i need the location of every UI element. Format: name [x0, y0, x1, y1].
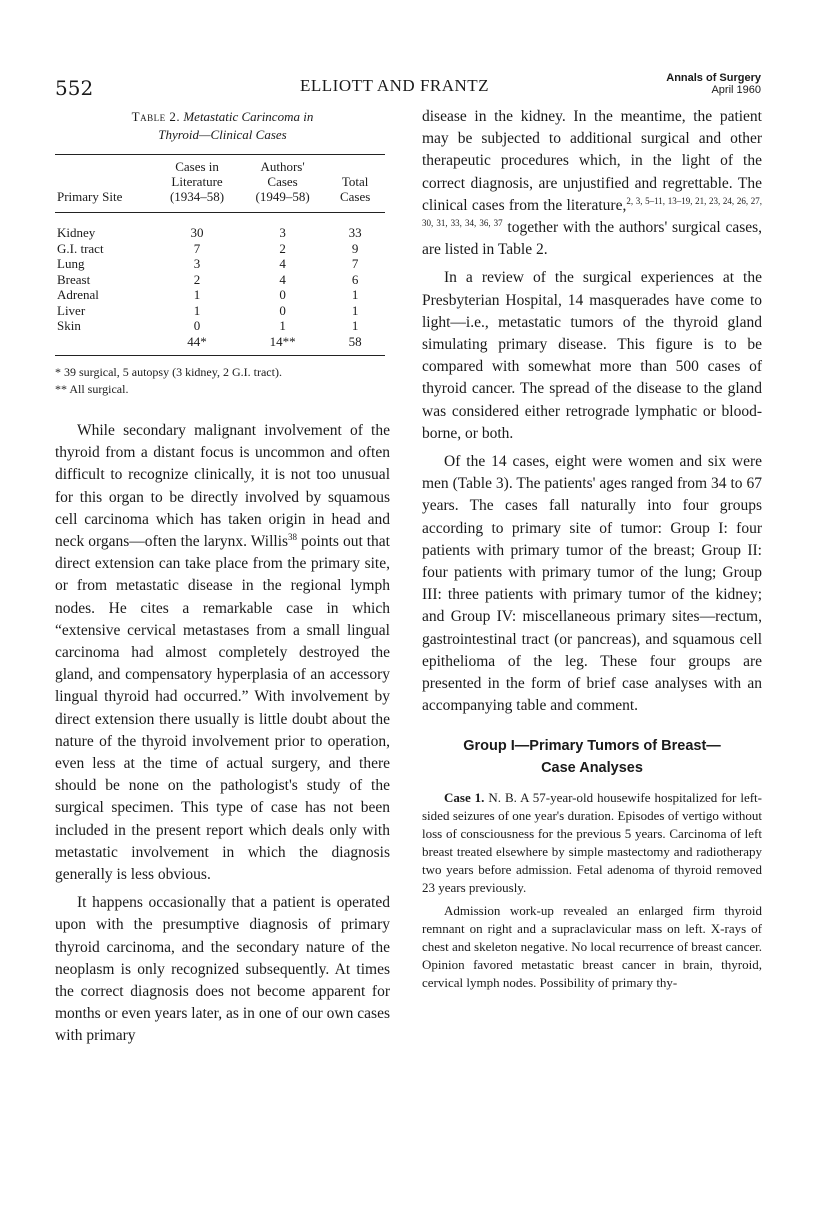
page-number: 552 [55, 76, 94, 100]
reference-marker: 38 [288, 531, 298, 542]
table-label: Table 2. [131, 109, 181, 124]
table-footnote-2: ** All surgical. [55, 382, 129, 396]
journal-info [666, 72, 761, 96]
case-1-paragraph-2: Admission work-up revealed an enlarged firm thyroid remnant on right and a supraclavicular mass on left. X-rays of chest and skeleton negative. No local recurrence of breast cancer. Opinion favored metastatic breast cancer in brain, thyroid, cervical lymph nodes. Possibility of primary thy- [422, 903, 762, 991]
left-column [55, 106, 390, 1048]
table-totals-row: 44* 14** 58 [187, 333, 362, 349]
running-head: ELLIOTT AND FRANTZ [300, 76, 490, 95]
metastatic-carcinoma-table [55, 154, 385, 358]
journal-date: April 1960 [711, 84, 761, 96]
table-title-line1: Metastatic Carincoma in [183, 109, 314, 124]
right-column [422, 106, 762, 992]
table-row: G.I. tract 7 2 9 [57, 240, 359, 256]
table-row: Adrenal 1 0 1 [57, 287, 359, 302]
table-row: Kidney 30 3 33 [57, 225, 362, 240]
table-row: Breast 2 4 6 [57, 271, 359, 287]
table-caption [55, 108, 390, 144]
left-paragraph-2: It happens occasionally that a patient is operated upon with the presumptive diagnosis of primary thyroid carcinoma, and the secondary nature of the neoplasm is only recognized subsequently. At times the correct diagnosis does not become apparent for months or even years later, as in one of our own cases with primary [55, 894, 390, 1045]
right-paragraph-1: disease in the kidney. In the meantime, the patient may be subjected to additional surgical and other therapeutic procedures which, in the light of the correct diagnosis, are unjustified and regrettable. The clinical cases from the literature,$^{2, 3, 5-11, 13-19, 21, 23, 24, 26, 27, 30, 31, 33, 34, 36, 37}$ together with the authors' surgical cases, are listed in Table 2. [422, 108, 763, 259]
table-row: Liver 1 0 1 [57, 302, 359, 318]
col-primary-site: Primary Site [57, 189, 123, 204]
table-row: Skin 0 1 1 [57, 318, 359, 333]
col-literature: Cases in Literature (1934–58) [169, 159, 225, 204]
col-total: Total Cases [339, 174, 371, 204]
table-row: Lung 3 4 7 [57, 256, 359, 271]
col-authors: Authors' Cases (1949–58) [255, 159, 310, 204]
reference-markers: 2, 3, 5–11, 13–19, 21, 23, 24, 26, 27, 30, 31, 33, 34, 36, 37 [422, 195, 762, 228]
right-paragraph-2: In a review of the surgical experiences at the Presbyterian Hospital, 14 masquerades have come to light—i.e., metastatic tumors of the thyroid gland simulating primary disease. This figure is to be compared with somewhat more than 500 cases of thyroid cancer. The spread of the disease to the gland was considered either retrograde lymphatic or blood-borne, or both. [422, 269, 762, 442]
table-footnote-1: * 39 surgical, 5 autopsy (3 kidney, 2 G.I. tract). [55, 365, 282, 379]
right-paragraph-3: Of the 14 cases, eight were women and six were men (Table 3). The patients' ages ranged from 34 to 67 years. The cases fall naturally into four groups according to primary site of tumor: Group I: four patients with primary tumor of the breast; Group II: four patients with primary tumor of the lung; Group III: three patients with primary tumor of the kidney; and Group IV: miscellaneous primary sites—rectum, gastrointestinal tract (or pancreas), and squamous cell epithelioma of the leg. These four groups are presented in the form of brief case analyses with an accompanying table and comment. [422, 453, 762, 715]
left-paragraph-1: While secondary malignant involvement of the thyroid from a distant focus is uncommon and often difficult to recognize clinically, it is not too unusual for this organ to be directly involved by squamous cell carcinoma which has taken origin in head and neck organs—often the larynx. Willis$^{38}$ points out that direct extension can take place from the primary site, or from metastatic disease in the regional lymph nodes. He cites a remarkable case in which “extensive cervical metastases from a small lingual carcinoma had almost completely destroyed the gland, and compensatory hyperplasia of an accessory lingual thyroid had occurred.” With involvement by direct extension there usually is little doubt about the nature of the thyroid involvement prior to operation, even less at the time of actual surgery, and there should be none on the pathologist's study of the surgical specimen. This type of case has not been included in the present report which deals only with metastatic involvement in which the diagnosis generally is less obvious. [55, 422, 390, 884]
case-1-paragraph: Case 1. N. B. A 57-year-old housewife hospitalized for left-sided seizures of one year's duration. Episodes of vertigo without loss of consciousness for the previous 5 years. Carcinoma of left breast treated elsewhere by simple mastectomy and radiotherapy two years before admission. Fetal adenoma of thyroid removed 23 years previously. [422, 790, 762, 896]
case-1-label: Case 1. [444, 790, 485, 806]
journal-name: Annals of Surgery [666, 72, 761, 84]
table-title-line2: Thyroid—Clinical Cases [158, 127, 287, 142]
section-heading: Group I—Primary Tumors of Breast— Case Analyses [463, 738, 721, 777]
